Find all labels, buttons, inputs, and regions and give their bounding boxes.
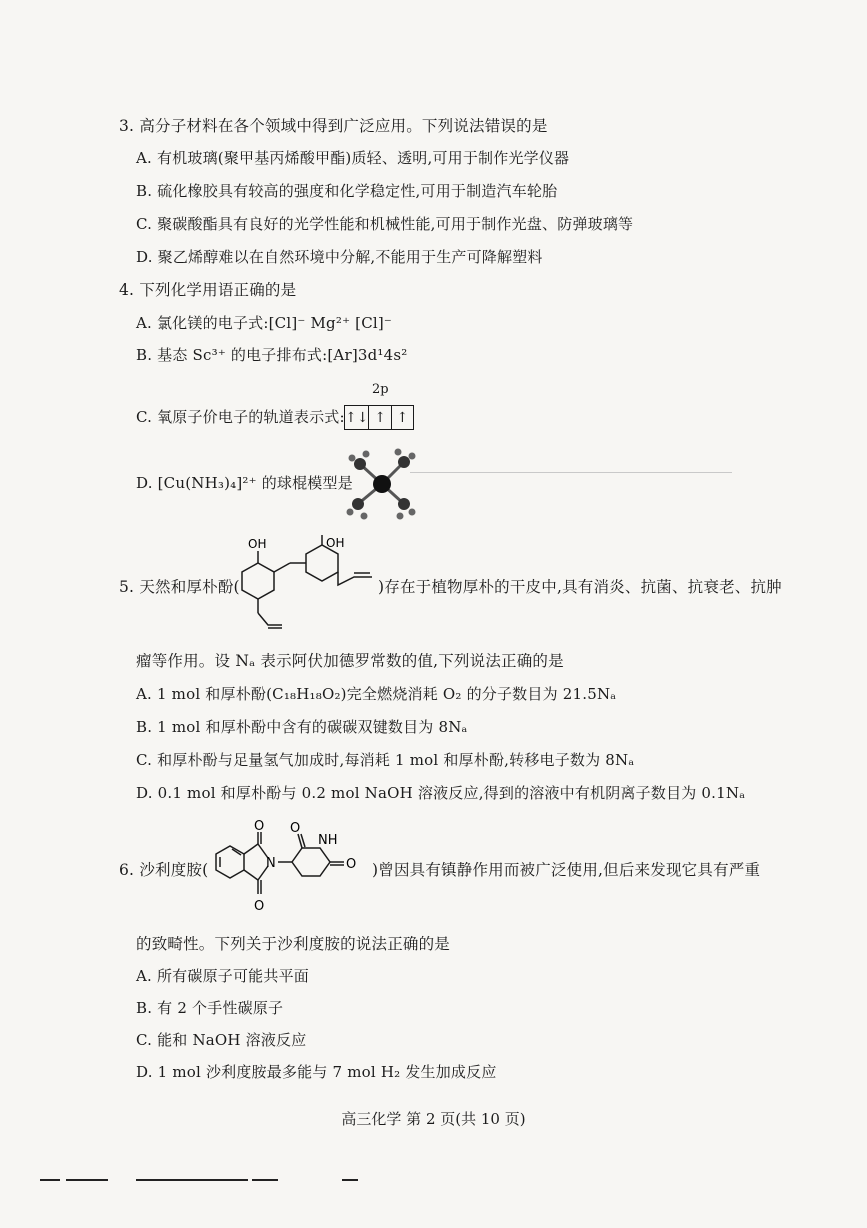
scan-mark xyxy=(252,1179,278,1181)
q4-option-a-text: A. 氯化镁的电子式: xyxy=(136,314,269,332)
atom-o-top: O xyxy=(254,819,265,834)
q4-option-b-text: B. 基态 Sc³⁺ 的电子排布式: xyxy=(136,346,328,364)
orbital-2p-label: 2p xyxy=(372,382,389,397)
q3-stem: 3. 高分子材料在各个领域中得到广泛应用。下列说法错误的是 xyxy=(119,117,548,135)
q6-option-c: C. 能和 NaOH 溶液反应 xyxy=(136,1031,307,1049)
orbital-diagram xyxy=(344,405,414,430)
q4-option-a-formula: [Cl]⁻ Mg²⁺ [Cl]⁻ xyxy=(268,314,393,332)
q3-option-d: D. 聚乙烯醇难以在自然环境中分解,不能用于生产可降解塑料 xyxy=(136,248,543,266)
atom-o-right: O xyxy=(346,857,357,872)
orbital-box-2: ↑ xyxy=(369,406,391,429)
q5-stem-post: )存在于植物厚朴的干皮中,具有消炎、抗菌、抗衰老、抗肿 xyxy=(378,578,782,596)
orbital-box-1: ↑↓ xyxy=(345,406,369,429)
q6-stem-cont: 的致畸性。下列关于沙利度胺的说法正确的是 xyxy=(136,935,451,953)
atom-o-ring: O xyxy=(290,821,301,836)
q5-option-b: B. 1 mol 和厚朴酚中含有的碳碳双键数目为 8Nₐ xyxy=(136,718,468,736)
ball-stick-model xyxy=(346,442,426,524)
q6-option-a: A. 所有碳原子可能共平面 xyxy=(136,967,309,985)
q4-option-a xyxy=(136,312,392,334)
q4-option-b xyxy=(136,344,407,366)
q3-option-a: A. 有机玻璃(聚甲基丙烯酸甲酯)质轻、透明,可用于制作光学仪器 xyxy=(136,149,570,167)
atom-nh: NH xyxy=(318,833,338,848)
thalidomide-structure xyxy=(206,814,374,922)
scan-mark xyxy=(40,1179,60,1181)
q4-option-c: C. 氧原子价电子的轨道表示式: xyxy=(136,408,345,426)
orbital-box-3: ↑ xyxy=(396,409,409,426)
atom-o-bottom: O xyxy=(254,899,265,914)
honokiol-structure xyxy=(230,535,378,640)
oh-left-label: OH xyxy=(248,537,267,551)
scan-mark xyxy=(66,1179,108,1181)
q5-stem-pre: 5. 天然和厚朴酚( xyxy=(119,578,240,596)
q3-option-b: B. 硫化橡胶具有较高的强度和化学稳定性,可用于制造汽车轮胎 xyxy=(136,182,558,200)
scan-mark xyxy=(342,1179,358,1181)
q3-option-c: C. 聚碳酸酯具有良好的光学性能和机械性能,可用于制作光盘、防弹玻璃等 xyxy=(136,215,634,233)
q4-option-b-formula: [Ar]3d¹4s² xyxy=(327,346,408,364)
scan-line xyxy=(410,472,732,473)
q6-option-d: D. 1 mol 沙利度胺最多能与 7 mol H₂ 发生加成反应 xyxy=(136,1063,497,1081)
q4-stem: 4. 下列化学用语正确的是 xyxy=(119,281,297,299)
q4-option-d: D. [Cu(NH₃)₄]²⁺ 的球棍模型是 xyxy=(136,474,353,492)
q6-stem-post: )曾因具有镇静作用而被广泛使用,但后来发现它具有严重 xyxy=(372,861,761,879)
q5-stem-cont: 瘤等作用。设 Nₐ 表示阿伏加德罗常数的值,下列说法正确的是 xyxy=(136,652,564,670)
oh-right-label: OH xyxy=(326,536,345,550)
page-footer: 高三化学 第 2 页(共 10 页) xyxy=(341,1110,526,1128)
q5-option-d: D. 0.1 mol 和厚朴酚与 0.2 mol NaOH 溶液反应,得到的溶液中有机阴离子数目为 0.1Nₐ xyxy=(136,784,746,802)
q6-stem-pre: 6. 沙利度胺( xyxy=(119,861,209,879)
atom-n: N xyxy=(266,856,276,871)
q6-option-b: B. 有 2 个手性碳原子 xyxy=(136,999,284,1017)
q5-option-a: A. 1 mol 和厚朴酚(C₁₈H₁₈O₂)完全燃烧消耗 O₂ 的分子数目为 21.5Nₐ xyxy=(136,685,617,703)
scan-mark xyxy=(136,1179,248,1181)
q5-option-c: C. 和厚朴酚与足量氢气加成时,每消耗 1 mol 和厚朴酚,转移电子数为 8Nₐ xyxy=(136,751,635,769)
